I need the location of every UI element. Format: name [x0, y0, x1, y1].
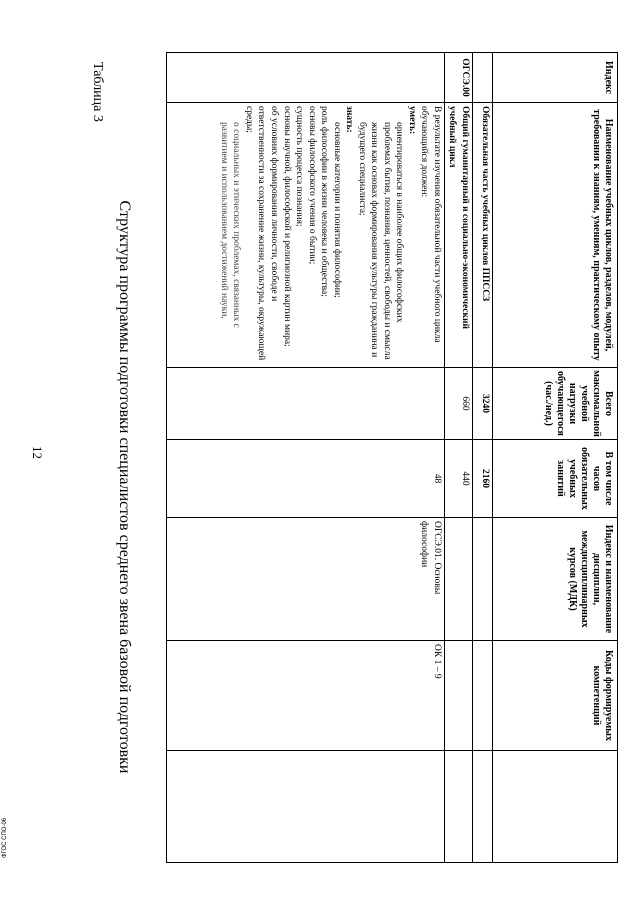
- cell-empty: [473, 751, 493, 863]
- table-row-mandatory-part: [473, 53, 493, 863]
- cycle-index: ОГСЭ.00: [444, 53, 472, 103]
- cell-empty: [166, 751, 444, 863]
- header-index: Индекс: [493, 53, 618, 103]
- umet-label: уметь:: [406, 106, 417, 135]
- cycle-hours: 440: [444, 440, 472, 518]
- discipline-name: ОГСЭ.01. Основы философии: [166, 518, 444, 641]
- umet-text: ориентироваться в наиболее общих философских проблемах бытия, познания, ценностей, свободы и смысла жизни как основах формирования культуры гражданина и будущего специалиста;: [356, 122, 405, 360]
- cell-empty: [166, 53, 444, 103]
- znat-item: основы философского учения о бытии;: [306, 106, 317, 265]
- structure-table: [166, 52, 618, 863]
- znat-item: об условиях формирования личности, свободе и ответственности за сохранение жизни, культуры, окружающей среды;: [243, 106, 280, 361]
- znat-item: о социальных и этических проблемах, связанных с развитием и использованием достижений науки,: [218, 122, 242, 328]
- discipline-requirements: [166, 103, 444, 368]
- header-empty: [493, 751, 618, 863]
- table-row-cycle: [444, 53, 472, 863]
- cell-empty: [166, 368, 444, 440]
- znat-item: сущность процесса познания;: [294, 106, 305, 227]
- znat-label: знать:: [344, 106, 355, 133]
- mandatory-part-hours: 2160: [473, 440, 493, 518]
- header-competencies: Коды формируемых компетенций: [493, 641, 618, 751]
- cycle-name: Общий гуманитарный и социально-экономический учебный цикл: [444, 103, 472, 368]
- page-number: 12: [30, 446, 45, 459]
- znat-item: основы научной, философской и религиозной картин мира;: [281, 106, 292, 347]
- table-header-row: [493, 53, 618, 863]
- footer-code: ФГОС СПО-06: [2, 817, 8, 858]
- header-name: Наименование учебных циклов, разделов, модулей, требования к знаниям, умениям, практическому опыту: [493, 103, 618, 368]
- cell-empty: [473, 641, 493, 751]
- znat-item: роль философии в жизни человека и общества;: [319, 106, 330, 297]
- cell-empty: [444, 751, 472, 863]
- mandatory-part-total: 3240: [473, 368, 493, 440]
- header-discipline: Индекс и наименование дисциплин, междисциплинарных курсов (МДК): [493, 518, 618, 641]
- cell-empty: [473, 518, 493, 641]
- cell-empty: [473, 53, 493, 103]
- mandatory-part-name: Обязательная часть учебных циклов ППССЗ: [473, 103, 493, 368]
- requirements-intro: В результате изучения обязательной части учебного цикла обучающийся должен:: [419, 106, 442, 343]
- document-title: Структура программы подготовки специалистов среднего звена базовой подготовки: [116, 200, 133, 774]
- discipline-hours: 48: [166, 440, 444, 518]
- cycle-total: 660: [444, 368, 472, 440]
- discipline-competencies: ОК 1 – 9: [166, 641, 444, 751]
- table-label: Таблица 3: [90, 62, 105, 122]
- cell-empty: [444, 641, 472, 751]
- header-mandatory: В том числе часов обязательных учебных занятий: [493, 440, 618, 518]
- table-row-discipline: [166, 53, 444, 863]
- header-total: Всего максимальной учебной нагрузки обучающегося (час./нед.): [493, 368, 618, 440]
- cell-empty: [444, 518, 472, 641]
- znat-item: основные категории и понятия философии;: [331, 122, 342, 298]
